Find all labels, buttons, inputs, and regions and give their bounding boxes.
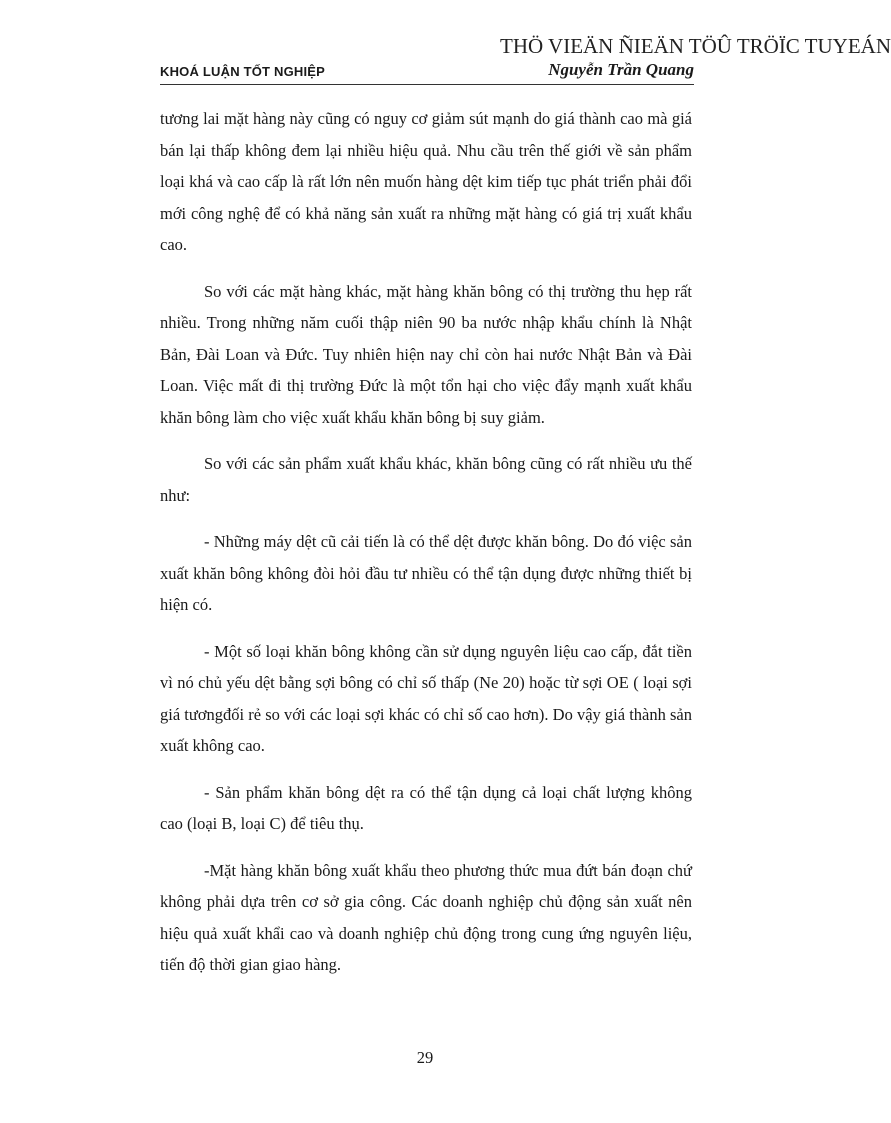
page-header [160, 60, 694, 85]
paragraph: So với các sản phẩm xuất khẩu khác, khăn bông cũng có rất nhiều ưu thế như: [160, 454, 692, 505]
header-author: Nguyễn Trần Quang [548, 60, 694, 79]
paragraph: - Một số loại khăn bông không cần sử dụng nguyên liệu cao cấp, đắt tiền vì nó chủ yếu dệt bằng sợi bông có chỉ số thấp (Ne 20) hoặc từ sợi OE ( loại sợi giá tươngđối rẻ so với các loại sợi khác có chỉ số cao hơn). Do vậy giá thành sản xuất không cao. [160, 641, 692, 755]
paragraph: tương lai mặt hàng này cũng có nguy cơ giảm sút mạnh do giá thành cao mà giá bán lại thấp không đem lại nhiều hiệu quả. Nhu cầu trên thế giới về sản phẩm loại khá và cao cấp là rất lớn nên muốn hàng dệt kim tiếp tục phát triển phải đổi mới công nghệ để có khả năng sản xuất ra những mặt hàng có giá trị xuất khẩu cao. [160, 109, 692, 254]
header-title: KHOÁ LUẬN TỐT NGHIỆP [160, 64, 326, 79]
paragraph: - Sản phẩm khăn bông dệt ra có thể tận dụng cả loại chất lượng không cao (loại B, loại C) để tiêu thụ. [160, 782, 692, 833]
paragraph: - Những máy dệt cũ cải tiến là có thể dệt được khăn bông. Do đó việc sản xuất khăn bông không đòi hỏi đầu tư nhiều có thể tận dụng được những thiết bị hiện có. [160, 532, 692, 614]
paragraph: So với các mặt hàng khác, mặt hàng khăn bông có thị trường thu hẹp rất nhiều. Trong những năm cuối thập niên 90 ba nước nhập khẩu chính là Nhật Bản, Đài Loan và Đức. Tuy nhiên hiện nay chỉ còn hai nước Nhật Bản và Đài Loan. Việc mất đi thị trường Đức là một tổn hại cho việc đẩy mạnh xuất khẩu khăn bông làm cho việc xuất khẩu khăn bông bị suy giảm. [160, 281, 692, 427]
page-number: 29 [416, 1048, 434, 1067]
watermark-text: THÖ VIEÄN ÑIEÄN TÖÛ TRÖÏC TUYEÁN [500, 34, 891, 58]
paragraph: -Mặt hàng khăn bông xuất khẩu theo phương thức mua đứt bán đoạn chứ không phải dựa trên cơ sở gia công. Các doanh nghiệp chủ động sản xuất nên hiệu quả xuất khẩi cao và doanh nghiệp chủ động trong cung ứng nguyên liệu, tiến độ thời gian giao hàng. [160, 860, 692, 974]
body-text [160, 103, 692, 996]
